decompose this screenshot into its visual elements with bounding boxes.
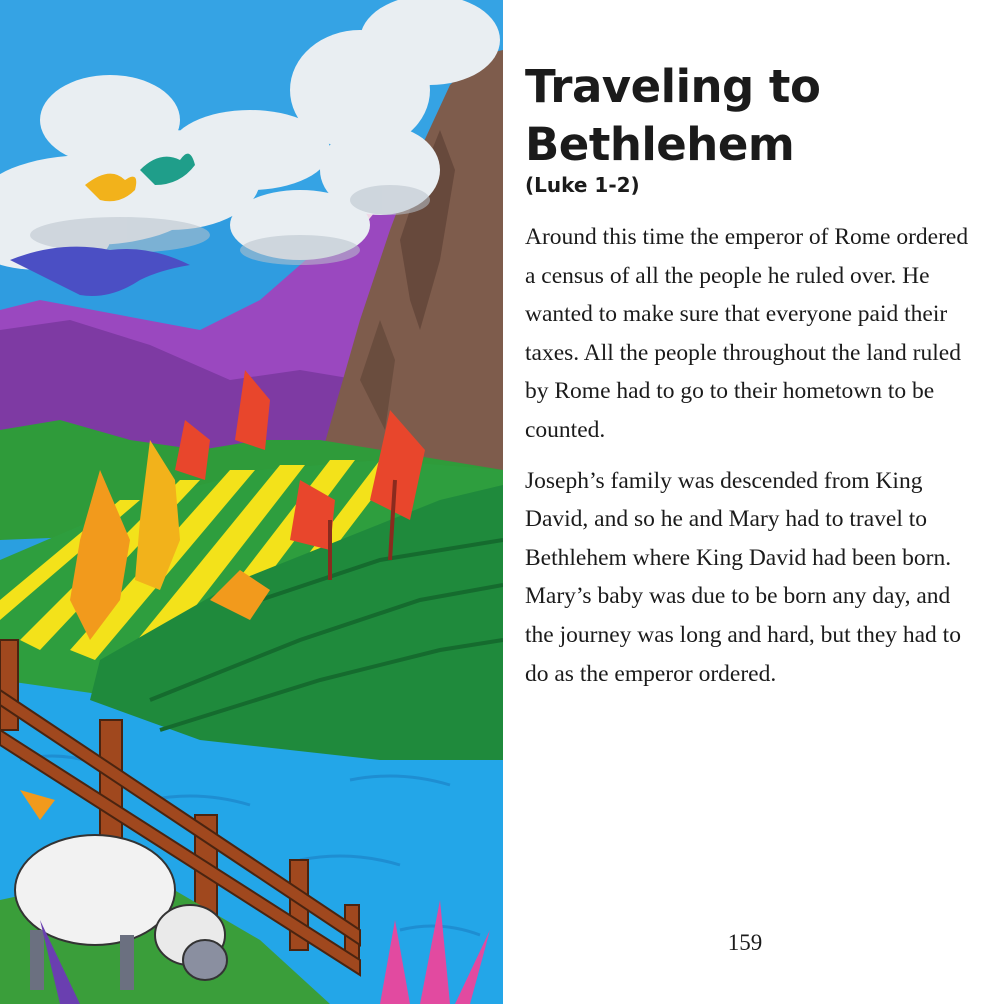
paragraph-census: Around this time the emperor of Rome ordered a census of all the people he ruled over. He wanted to make sure that everyone paid their taxes. All the people throughout the land ruled by Rome had to go to their hometown to be counted.: [525, 224, 969, 443]
page-number: 159: [727, 930, 763, 955]
text-column: [525, 58, 975, 693]
paragraph-journey: Joseph’s family was descended from King David, and so he and Mary had to travel to Bethlehem where King David had been born. Mary’s baby was due to be born any day, and the journey was long and hard, but they had to do as the emperor ordered.: [525, 467, 961, 687]
page-title: Traveling to Bethlehem: [525, 60, 821, 171]
scripture-reference: (Luke 1-2): [525, 173, 640, 197]
